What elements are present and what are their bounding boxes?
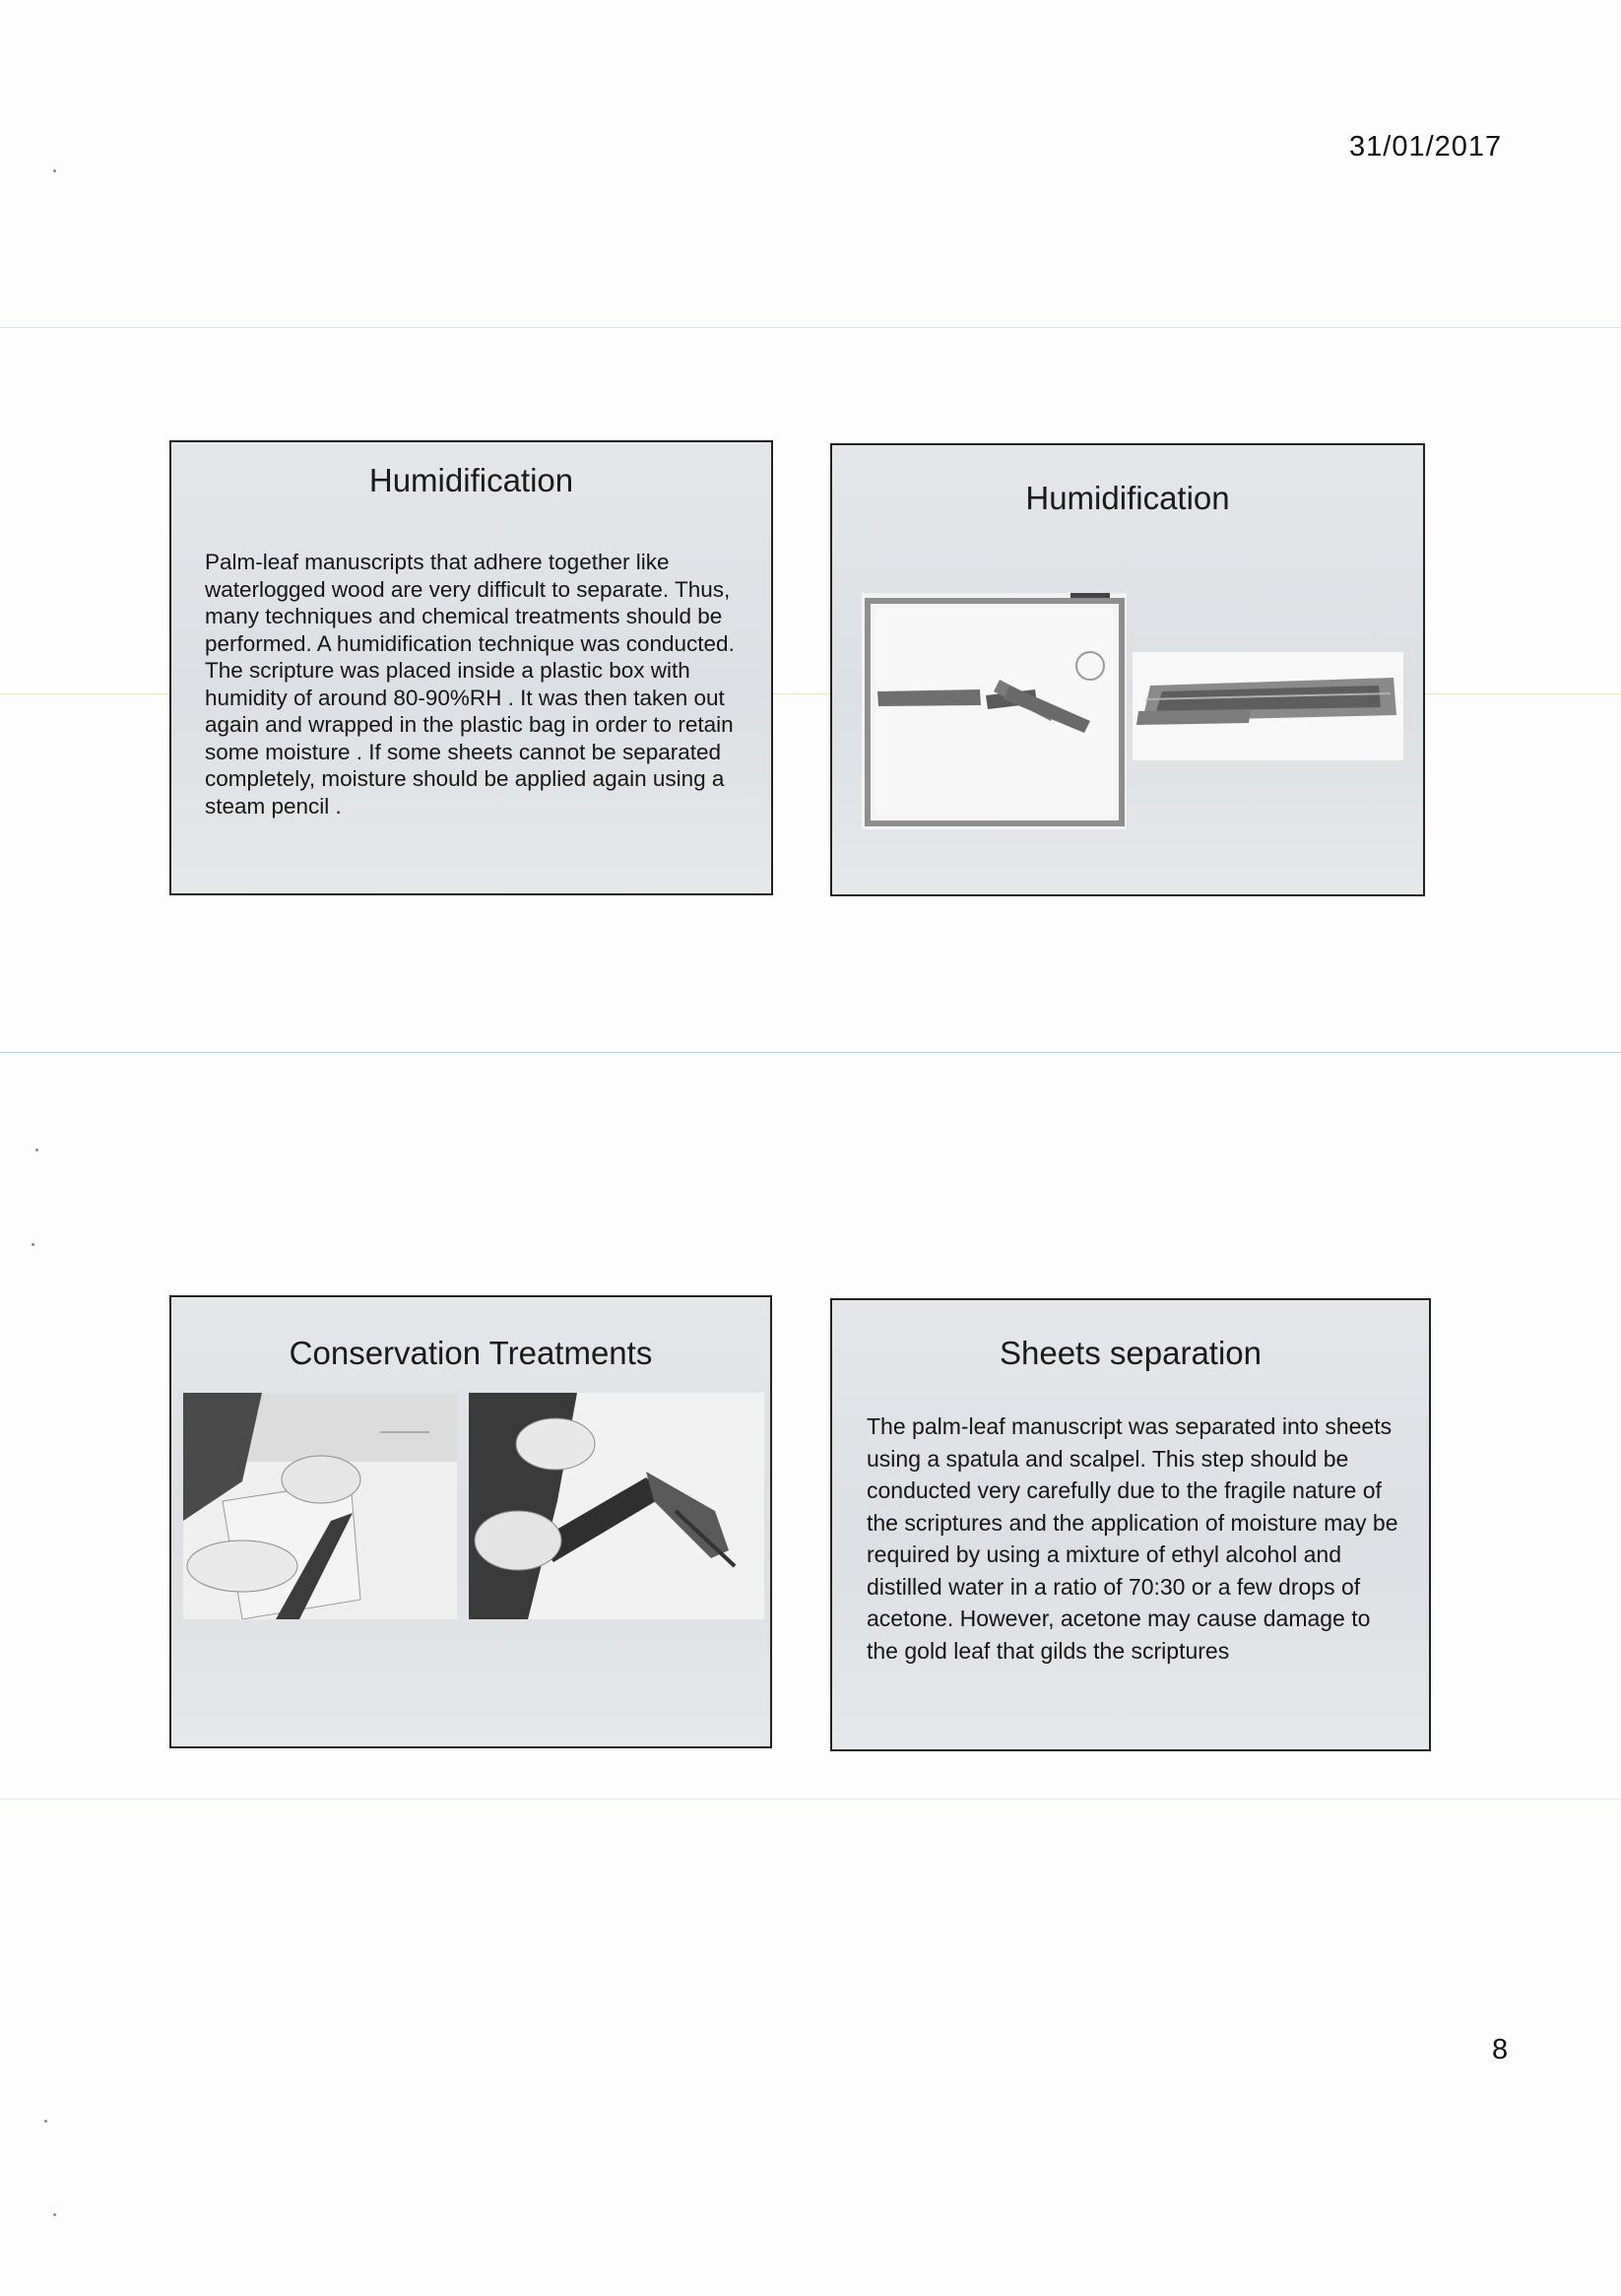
scan-speck: [32, 1243, 34, 1246]
slide-body-text: Palm-leaf manuscripts that adhere together like waterlogged wood are very difficult to separate. Thus, many techniques and chemical treatments should be performed. A humidification technique was conducted. The scripture was placed inside a plastic box with humidity of around 80-90%RH . It was then taken out again and wrapped in the plastic bag in order to retain some moisture . If some sheets cannot be separated completely, moisture should be applied again using a steam pencil .: [205, 550, 735, 819]
divider-line: [0, 1052, 1621, 1053]
slide-sheets-separation: [830, 1298, 1431, 1751]
wrapped-bundle-photo: [1133, 652, 1403, 760]
scan-speck: [53, 169, 56, 172]
slide-body-text: The palm-leaf manuscript was separated into sheets using a spatula and scalpel. This step should be conducted very carefully due to the fragile nature of the scriptures and the application of moisture may be required by using a mixture of ethyl alcohol and distilled water in a ratio of 70:30 or a few drops of acetone. However, acetone may cause damage to the gold leaf that gilds the scriptures: [867, 1413, 1398, 1664]
slide-conservation-treatments: [169, 1295, 772, 1748]
page-date: 31/01/2017: [1349, 131, 1503, 163]
divider-line: [0, 1799, 1621, 1800]
scan-speck: [35, 1148, 38, 1151]
page-number: 8: [1492, 2034, 1509, 2066]
scan-speck: [53, 2213, 56, 2216]
divider-line: [0, 327, 1621, 328]
slide-title: Humidification: [1025, 480, 1230, 516]
plastic-box-photo: [862, 593, 1128, 829]
steam-pencil-photo: [469, 1393, 764, 1619]
slide-title: Humidification: [368, 462, 574, 498]
scan-speck: [44, 2120, 47, 2123]
slide-humidification-text: [169, 440, 773, 895]
slide-title: Sheets separation: [999, 1335, 1262, 1371]
slide-title: Conservation Treatments: [289, 1335, 653, 1371]
spatula-separation-photo: [183, 1393, 457, 1619]
slide-humidification-photo: [830, 443, 1425, 896]
